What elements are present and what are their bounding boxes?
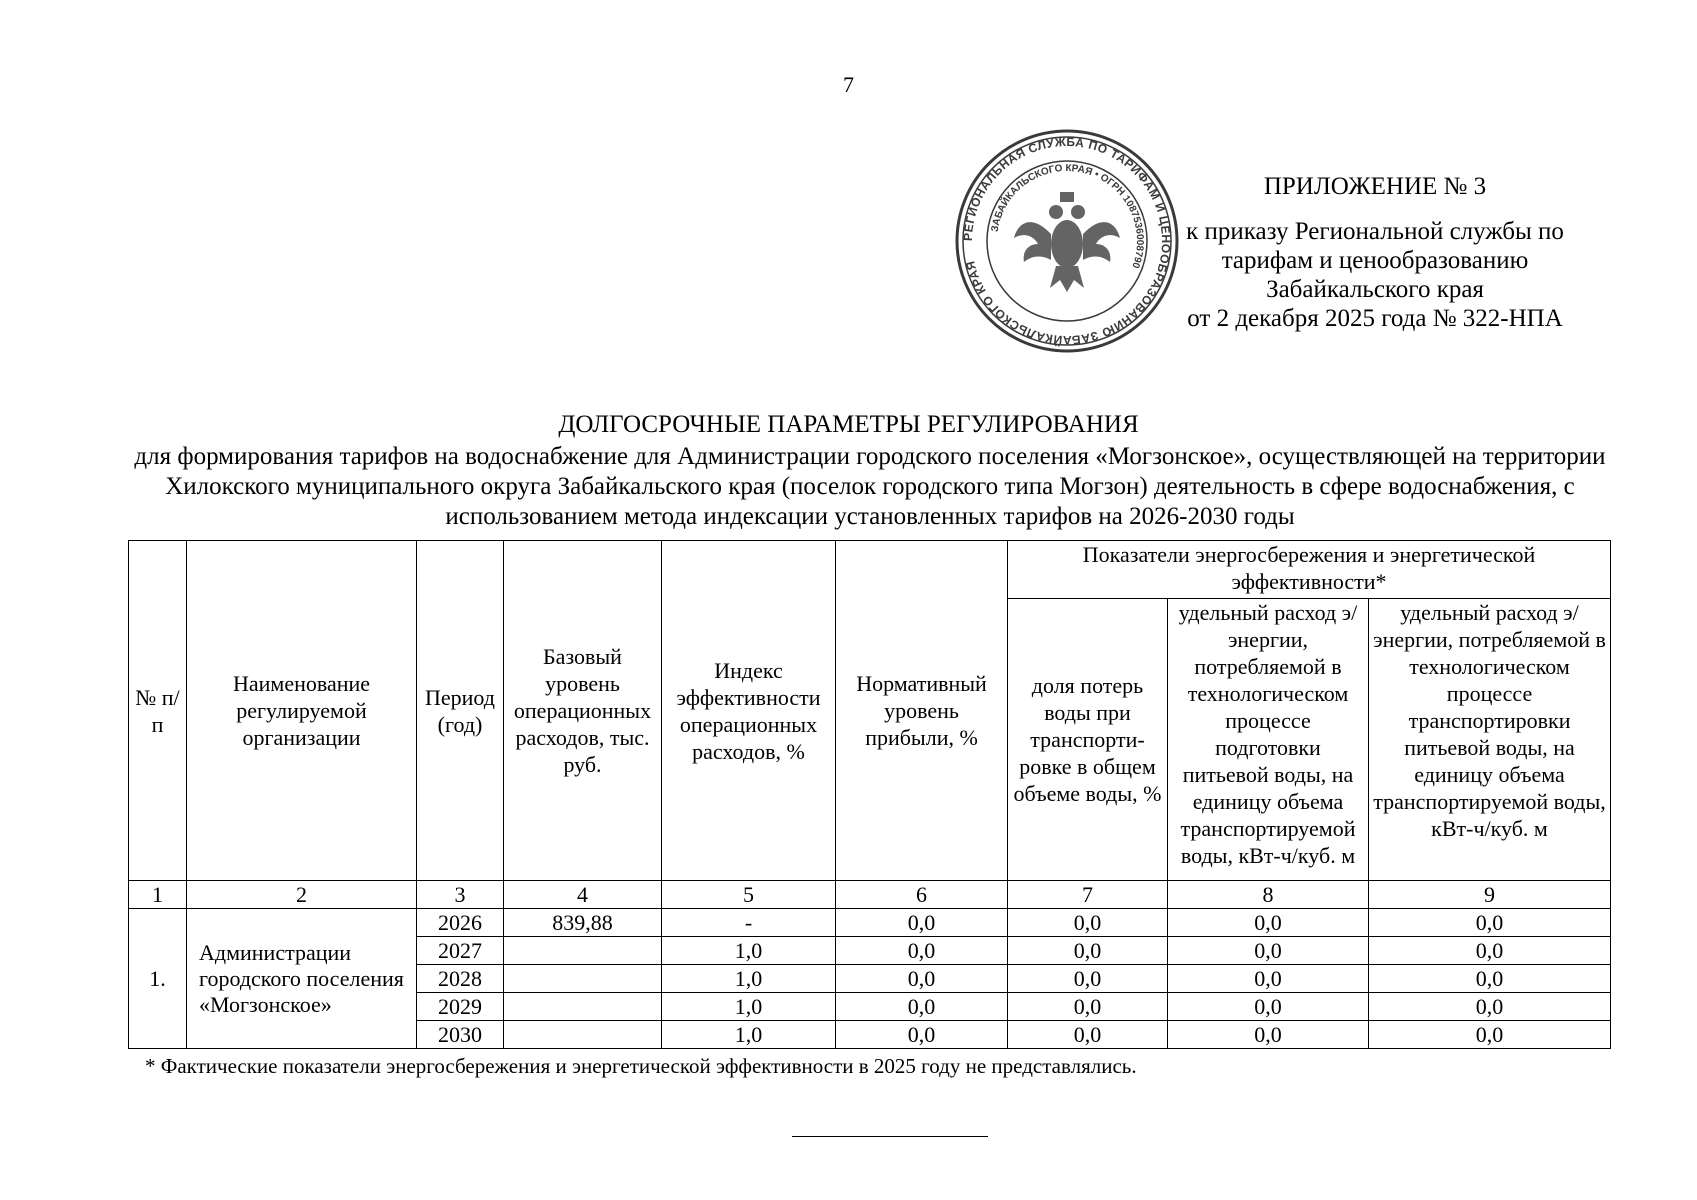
- parameters-table: [128, 540, 1611, 1049]
- document-subtitle: для формирования тарифов на водоснабжение для Администрации городского поселения «Могзонское», осуществляющей на территории Хилокского муниципального округа Забайкальского края (поселок городского типа Могзон) деятельность в сфере водоснабжения, с использованием метода индексации установленных тарифов на 2026-2030 годы: [134, 443, 1606, 530]
- cell-transport: 0,0: [1369, 965, 1611, 993]
- cell-index: 1,0: [662, 993, 836, 1021]
- cell-transport: 0,0: [1369, 1021, 1611, 1049]
- cell-prep: 0,0: [1168, 1021, 1369, 1049]
- cell-base: [504, 937, 662, 965]
- appendix-line-2: тарифам и ценообразованию: [1221, 247, 1529, 274]
- cell-base: [504, 965, 662, 993]
- appendix-line-1: к приказу Региональной службы по: [1186, 218, 1564, 245]
- cell-prep: 0,0: [1168, 965, 1369, 993]
- col-number: 1: [129, 881, 187, 909]
- official-seal-icon: [952, 126, 1182, 356]
- header-org: Наименование регулируемой организации: [187, 541, 417, 881]
- appendix-block: [1150, 172, 1600, 333]
- cell-base: [504, 993, 662, 1021]
- seal-eagle-emblem: [1014, 192, 1120, 292]
- appendix-title: ПРИЛОЖЕНИЕ № 3: [1263, 173, 1487, 200]
- table-row: [129, 909, 1611, 937]
- document-title: ДОЛГОСРОЧНЫЕ ПАРАМЕТРЫ РЕГУЛИРОВАНИЯ: [558, 411, 1139, 438]
- cell-loss: 0,0: [1008, 937, 1168, 965]
- cell-index: 1,0: [662, 1021, 836, 1049]
- cell-profit: 0,0: [836, 965, 1008, 993]
- cell-loss: 0,0: [1008, 1021, 1168, 1049]
- header-base: Базовый уровень операционных расходов, тыс. руб.: [504, 541, 662, 881]
- header-energy-transport: удельный расход э/энергии, потребляемой в технологическом процессе транспортировки питьевой воды, на единицу объема транспортируемой воды, кВт-ч/куб. м: [1369, 599, 1611, 881]
- cell-loss: 0,0: [1008, 993, 1168, 1021]
- cell-index: -: [662, 909, 836, 937]
- cell-base: [504, 1021, 662, 1049]
- cell-profit: 0,0: [836, 993, 1008, 1021]
- col-number: 9: [1369, 881, 1611, 909]
- cell-transport: 0,0: [1369, 937, 1611, 965]
- column-numbers-row: [129, 881, 1611, 909]
- cell-profit: 0,0: [836, 937, 1008, 965]
- header-index: Индекс эффективности операционных расходов, %: [662, 541, 836, 881]
- header-period: Период (год): [417, 541, 504, 881]
- col-number: 7: [1008, 881, 1168, 909]
- cell-prep: 0,0: [1168, 993, 1369, 1021]
- header-num: № п/п: [129, 541, 187, 881]
- col-number: 2: [187, 881, 417, 909]
- footnote: * Фактические показатели энергосбережения и энергетической эффективности в 2025 году не представлялись.: [145, 1054, 1137, 1078]
- col-number: 8: [1168, 881, 1369, 909]
- col-number: 6: [836, 881, 1008, 909]
- col-number: 3: [417, 881, 504, 909]
- cell-index: 1,0: [662, 965, 836, 993]
- cell-loss: 0,0: [1008, 965, 1168, 993]
- appendix-line-4: от 2 декабря 2025 года № 322-НПА: [1187, 305, 1563, 332]
- header-energy-group: Показатели энергосбережения и энергетической эффективности*: [1008, 541, 1611, 599]
- cell-transport: 0,0: [1369, 909, 1611, 937]
- appendix-line-3: Забайкальского края: [1266, 276, 1484, 303]
- cell-year: 2030: [417, 1021, 504, 1049]
- col-number: 4: [504, 881, 662, 909]
- seal-ring-text: РЕГИОНАЛЬНАЯ СЛУЖБА ПО ТАРИФАМ И ЦЕНООБРАЗОВАНИЮ ЗАБАЙКАЛЬСКОГО КРАЯ: [960, 134, 1174, 348]
- cell-year: 2029: [417, 993, 504, 1021]
- cell-transport: 0,0: [1369, 993, 1611, 1021]
- cell-year: 2028: [417, 965, 504, 993]
- cell-base: 839,88: [504, 909, 662, 937]
- cell-profit: 0,0: [836, 1021, 1008, 1049]
- cell-prep: 0,0: [1168, 937, 1369, 965]
- col-number: 5: [662, 881, 836, 909]
- cell-year: 2027: [417, 937, 504, 965]
- end-divider: [792, 1136, 988, 1137]
- cell-prep: 0,0: [1168, 909, 1369, 937]
- cell-year: 2026: [417, 909, 504, 937]
- cell-loss: 0,0: [1008, 909, 1168, 937]
- header-energy-prep: удельный расход э/энергии, потребляемой в технологическом процессе подготовки питьевой воды, на единицу объема транспортируемой воды, кВт-ч/куб. м: [1168, 599, 1369, 881]
- cell-profit: 0,0: [836, 909, 1008, 937]
- row-number: 1.: [129, 909, 187, 1049]
- header-loss: доля потерь воды при транспорти-ровке в общем объеме воды, %: [1008, 599, 1168, 881]
- seal-inner-text: ЗАБАЙКАЛЬСКОГО КРАЯ • ОГРН 1087536008790: [989, 162, 1146, 270]
- page-number: 7: [843, 72, 854, 97]
- org-name: Администрации городского поселения «Могзонское»: [187, 909, 417, 1049]
- cell-index: 1,0: [662, 937, 836, 965]
- header-profit: Нормативный уровень прибыли, %: [836, 541, 1008, 881]
